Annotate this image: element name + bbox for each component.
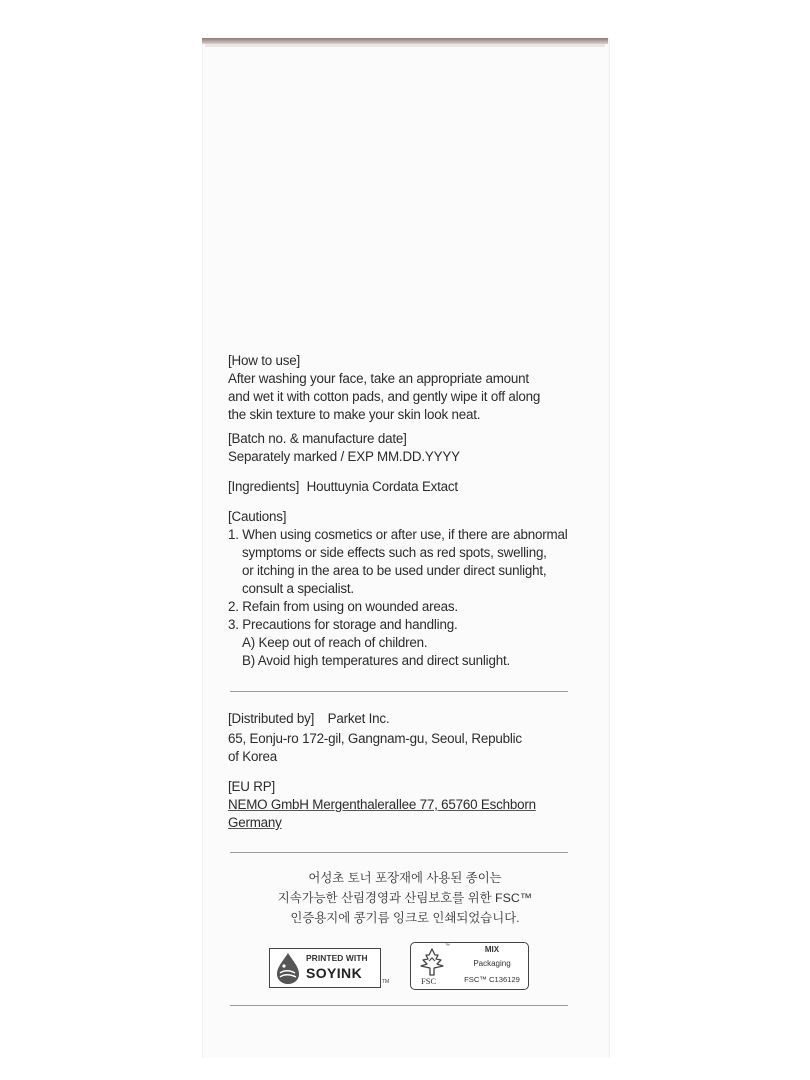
caution-item: 3. Precautions for storage and handling. [228,617,458,632]
batch-label: [Batch no. & manufacture date] [228,431,407,446]
fsc-license-code: FSC™ C136129 [464,975,520,984]
batch-section [228,430,576,466]
how-to-use-line: the skin texture to make your skin look neat. [228,407,481,422]
fsc-mix-label: MIX [484,945,500,954]
distributor-line [228,710,576,728]
certification-logos [269,942,569,992]
distributor-name: Parket Inc. [327,711,390,726]
korean-notice-line: 어성초 토너 포장재에 사용된 종이는 [308,871,502,885]
ingredients-label: [Ingredients] [228,479,300,494]
distributor-block [228,710,576,832]
soy-drop-icon [273,951,303,985]
korean-notice-line: 지속가능한 산림경영과 산림보호를 위한 FSC™ [277,891,533,905]
fsc-tree-icon [417,947,447,977]
eu-rp-line: NEMO GmbH Mergenthalerallee 77, 65760 Eschborn [228,797,536,812]
fsc-packaging-label: Packaging [473,959,511,968]
label-text-block [228,352,576,670]
distributor-label: [Distributed by] [228,711,315,726]
korean-notice-line: 인증용지에 콩기름 잉크로 인쇄되었습니다. [290,911,520,925]
divider-3 [230,1005,568,1006]
batch-value: Separately marked / EXP MM.DD.YYYY [228,449,460,464]
fsc-tm: ™ [445,943,450,949]
divider-1 [230,691,568,692]
caution-subitem: A) Keep out of reach of children. [242,635,428,650]
box-top-lip [205,44,605,47]
ingredients-value: Houttuynia Cordata Extact [306,479,458,494]
cautions-label: [Cautions] [228,509,287,524]
distributor-address-2: of Korea [228,749,278,764]
caution-subitem: B) Avoid high temperatures and direct sunlight. [242,653,510,668]
soyink-text-top: PRINTED WITH [306,953,368,963]
how-to-use-line: and wet it with cotton pads, and gently wipe it off along [228,389,541,404]
distributor-address: 65, Eonju-ro 172-gil, Gangnam-gu, Seoul, Republic [228,731,522,746]
eu-rp-country: Germany [228,815,282,830]
fsc-wordmark: FSC [421,976,437,986]
ingredients-section [228,478,576,496]
soyink-logo [269,948,381,988]
soyink-text-main: SOYINK [306,965,363,981]
eu-rp-label: [EU RP] [228,779,275,794]
korean-notice [228,868,582,928]
divider-2 [230,852,568,853]
how-to-use-label: [How to use] [228,353,301,368]
cautions-list [228,526,576,634]
caution-item: 1. When using cosmetics or after use, if there are abnormal symptoms or side effects such as red spots, swelling, or itching in the area to be used under direct sunlight, consult a specialist. [228,527,568,596]
how-to-use-section [228,352,576,424]
caution-item: 2. Refain from using on wounded areas. [228,599,458,614]
soyink-tm: TM [382,979,390,985]
how-to-use-line: After washing your face, take an appropriate amount [228,371,529,386]
fsc-logo [410,942,529,990]
cautions-section [228,508,576,670]
